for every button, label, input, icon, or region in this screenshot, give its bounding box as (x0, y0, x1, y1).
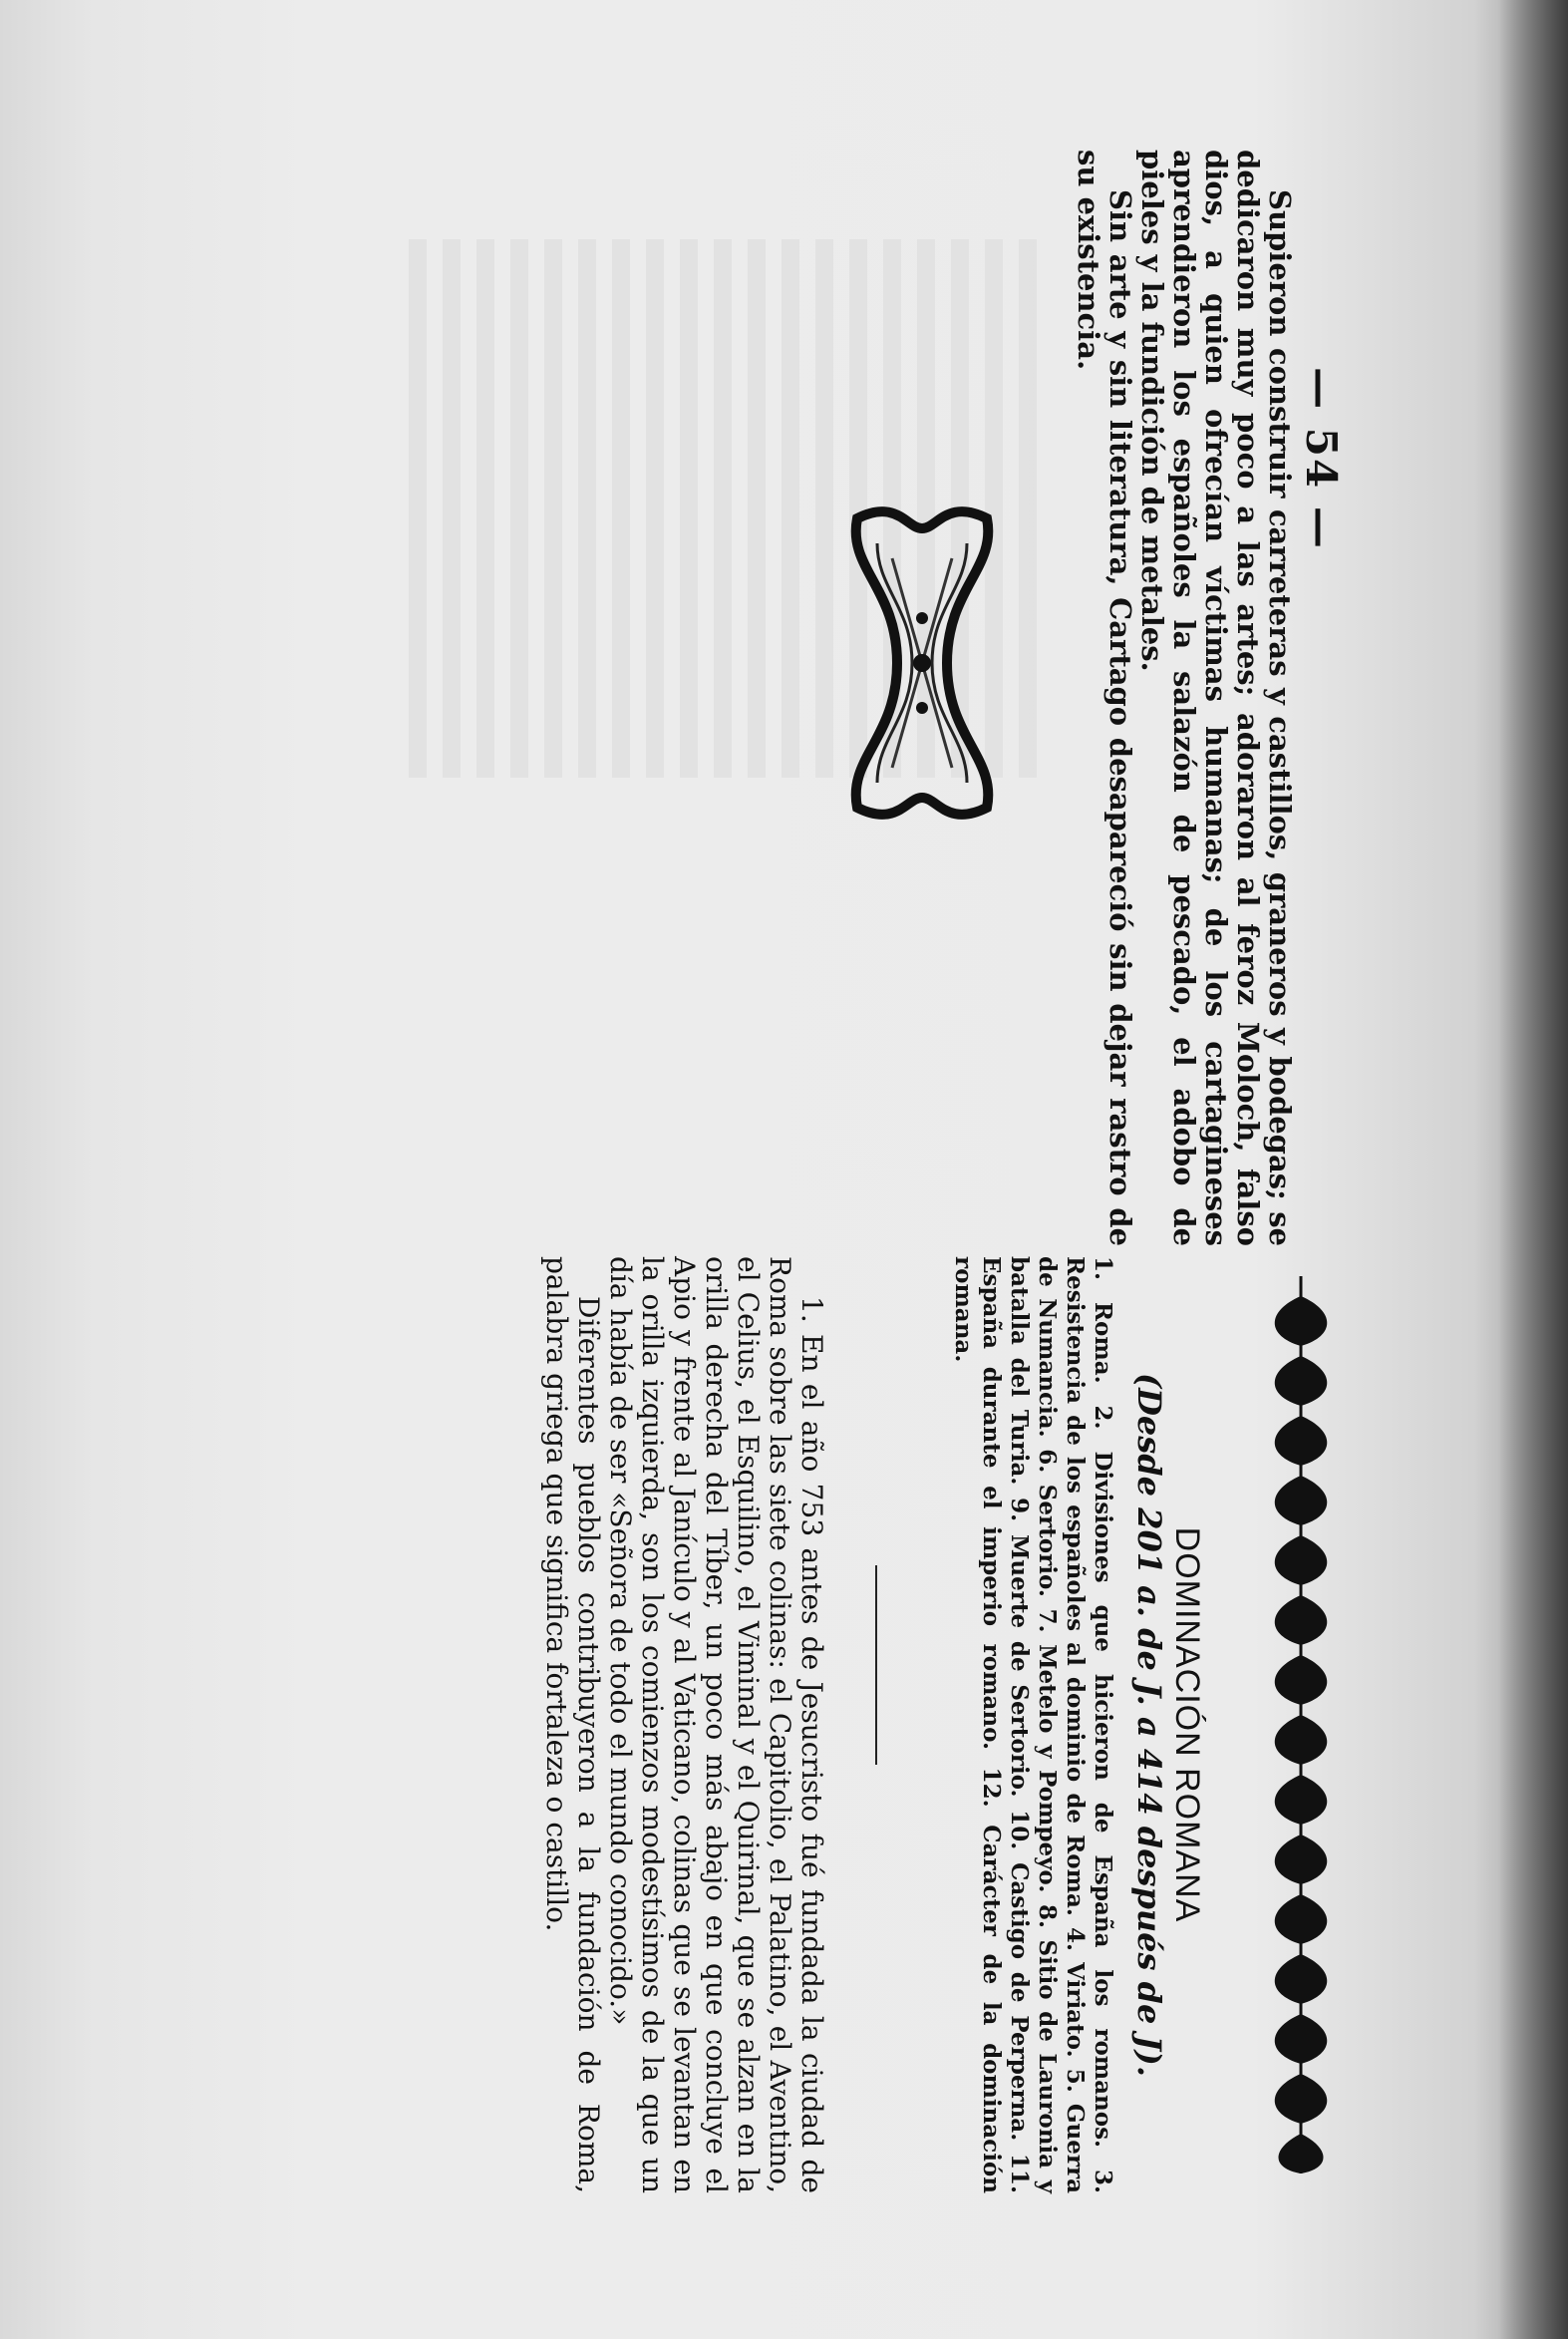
rotated-page (0, 60, 1346, 2233)
leaf-border-icon (1256, 1256, 1346, 2193)
left-column (1073, 150, 1296, 1246)
book-spine-shadow (1498, 0, 1568, 2339)
left-paragraph-1: Supieron construir carreteras y castillos, graneros y bodegas; se dedicaron muy poco a las artes; adoraron al feroz Moloch, falso dios, a quien ofrecían víctimas humanas; de los cartagineses aprendieron los españoles la salazón de pescado, el adobo de pieles y la fundición de metales. (1135, 150, 1297, 1246)
ornament-icon (837, 499, 1007, 828)
chapter-subtitle: (Desde 201 a. de J. a 414 después de J). (1130, 1373, 1168, 2077)
page-number: — 54 — (1297, 367, 1346, 550)
section-divider (875, 1565, 877, 1765)
chapter-body (540, 1256, 827, 2193)
chapter-title: DOMINACIÓN ROMANA (1168, 1526, 1206, 1923)
chapter-paragraph-2: Diferentes pueblos contribuyeron a la fundación de Roma, palabra griega que significa fortaleza o castillo. (540, 1256, 605, 2193)
left-paragraph-2: Sin arte y sin literatura, Cartago desapareció sin dejar rastro de su existencia. (1072, 150, 1137, 1246)
chapter-summary: 1. Roma. 2. Divisiones que hicieron de España los romanos. 3. Resistencia de los españoles al dominio de Roma. 4. Viriato. 5. Guerra de Numancia. 6. Sertorio. 7. Metelo y Pompeyo. 8. Sitio de Lauronia y batalla del Turia. 9. Muerte de Sertorio. 10. Castigo de Perperna. 11. España durante el imperio romano. 12. Carácter de la dominación romana. (950, 1256, 1116, 2193)
chapter-paragraph-1: 1. En el año 753 antes de Jesucristo fué fundada la ciudad de Roma sobre las siete colinas: el Capitolio, el Palatino, el Aventino, el Celius, el Esquilino, el Viminal y el Quirinal, que se alzan en la orilla derecha del Tíber, un poco más abajo en que concluye el Apio y frente al Janículo y al Vaticano, colinas que se levantan en la orilla izquierda, son los comienzos modestísimos de la que un día había de ser «Señora de todo el mundo conocido.» (604, 1256, 828, 2193)
